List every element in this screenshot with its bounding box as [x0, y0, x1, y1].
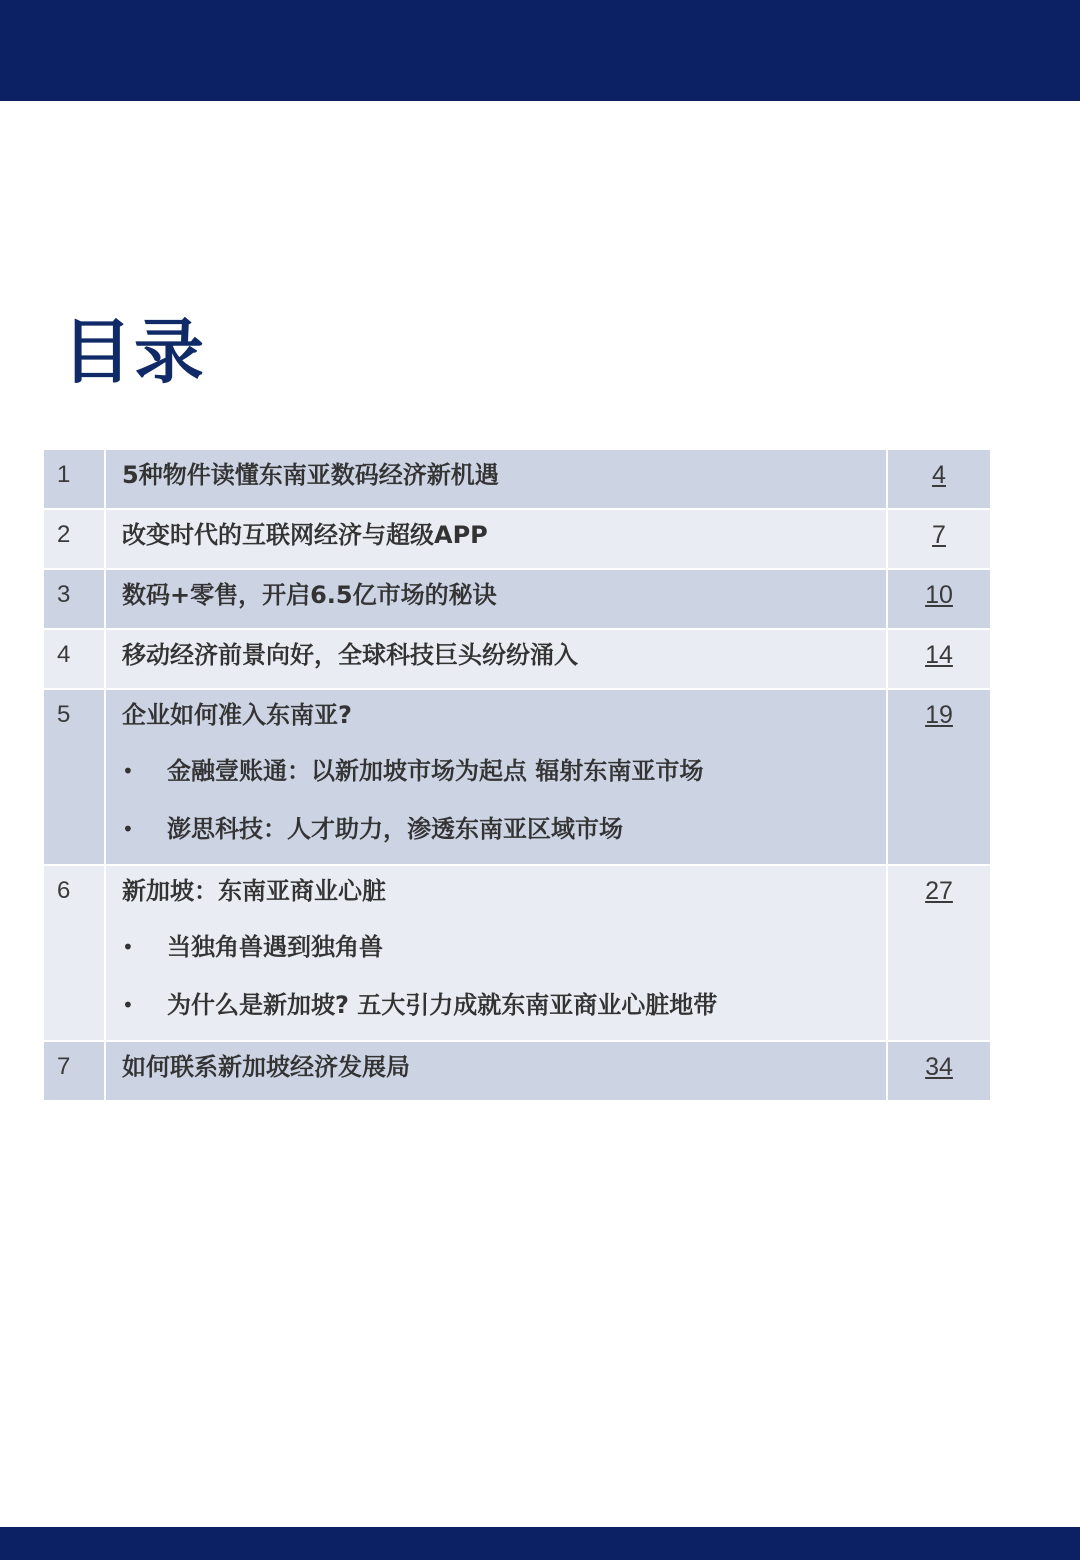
bullet-icon: • [122, 817, 134, 841]
toc-row[interactable] [44, 570, 990, 630]
toc-subitem[interactable] [122, 748, 886, 806]
toc-title[interactable]: 企业如何准入东南亚? [122, 701, 352, 729]
bottom-banner [0, 1527, 1080, 1560]
toc-number: 3 [57, 581, 71, 608]
toc-subitem-text: 金融壹账通：以新加坡市场为起点 辐射东南亚市场 [167, 757, 704, 785]
toc-title[interactable]: 移动经济前景向好，全球科技巨头纷纷涌入 [122, 641, 578, 669]
toc-page-link[interactable]: 7 [932, 521, 946, 549]
bullet-icon: • [122, 935, 134, 959]
toc-page-link[interactable]: 19 [925, 701, 953, 729]
toc-row[interactable] [44, 1042, 990, 1102]
top-banner [0, 0, 1080, 101]
toc-row[interactable] [44, 690, 990, 866]
bullet-icon: • [122, 993, 134, 1017]
toc-title[interactable]: 如何联系新加坡经济发展局 [122, 1053, 410, 1081]
toc-number: 2 [57, 521, 71, 548]
toc-page-link[interactable]: 27 [925, 877, 953, 905]
toc-title[interactable]: 数码+零售，开启6.5亿市场的秘诀 [122, 581, 497, 609]
toc-page-link[interactable]: 10 [925, 581, 953, 609]
toc-row[interactable] [44, 630, 990, 690]
toc-title[interactable]: 改变时代的互联网经济与超级APP [122, 521, 488, 549]
toc-number: 1 [57, 461, 71, 488]
toc-subitem[interactable] [122, 982, 886, 1040]
toc-subitem-text: 为什么是新加坡? 五大引力成就东南亚商业心脏地带 [167, 991, 718, 1019]
toc-row[interactable] [44, 510, 990, 570]
toc-subitem-text: 当独角兽遇到独角兽 [167, 933, 383, 961]
bullet-icon: • [122, 759, 134, 783]
table-of-contents [44, 450, 990, 1102]
toc-page-link[interactable]: 14 [925, 641, 953, 669]
toc-number: 4 [57, 641, 71, 668]
toc-subitem[interactable] [122, 806, 886, 864]
toc-number: 6 [57, 877, 71, 904]
toc-title[interactable]: 5种物件读懂东南亚数码经济新机遇 [122, 461, 499, 489]
toc-page-link[interactable]: 4 [932, 461, 946, 489]
toc-subitem-text: 澎思科技：人才助力，渗透东南亚区域市场 [167, 815, 623, 843]
toc-row[interactable] [44, 866, 990, 1042]
toc-number: 5 [57, 701, 71, 728]
page-title: 目录 [62, 311, 206, 393]
toc-page-link[interactable]: 34 [925, 1053, 953, 1081]
toc-row[interactable] [44, 450, 990, 510]
toc-title[interactable]: 新加坡：东南亚商业心脏 [122, 877, 386, 905]
toc-subitem[interactable] [122, 924, 886, 982]
toc-number: 7 [57, 1053, 71, 1080]
